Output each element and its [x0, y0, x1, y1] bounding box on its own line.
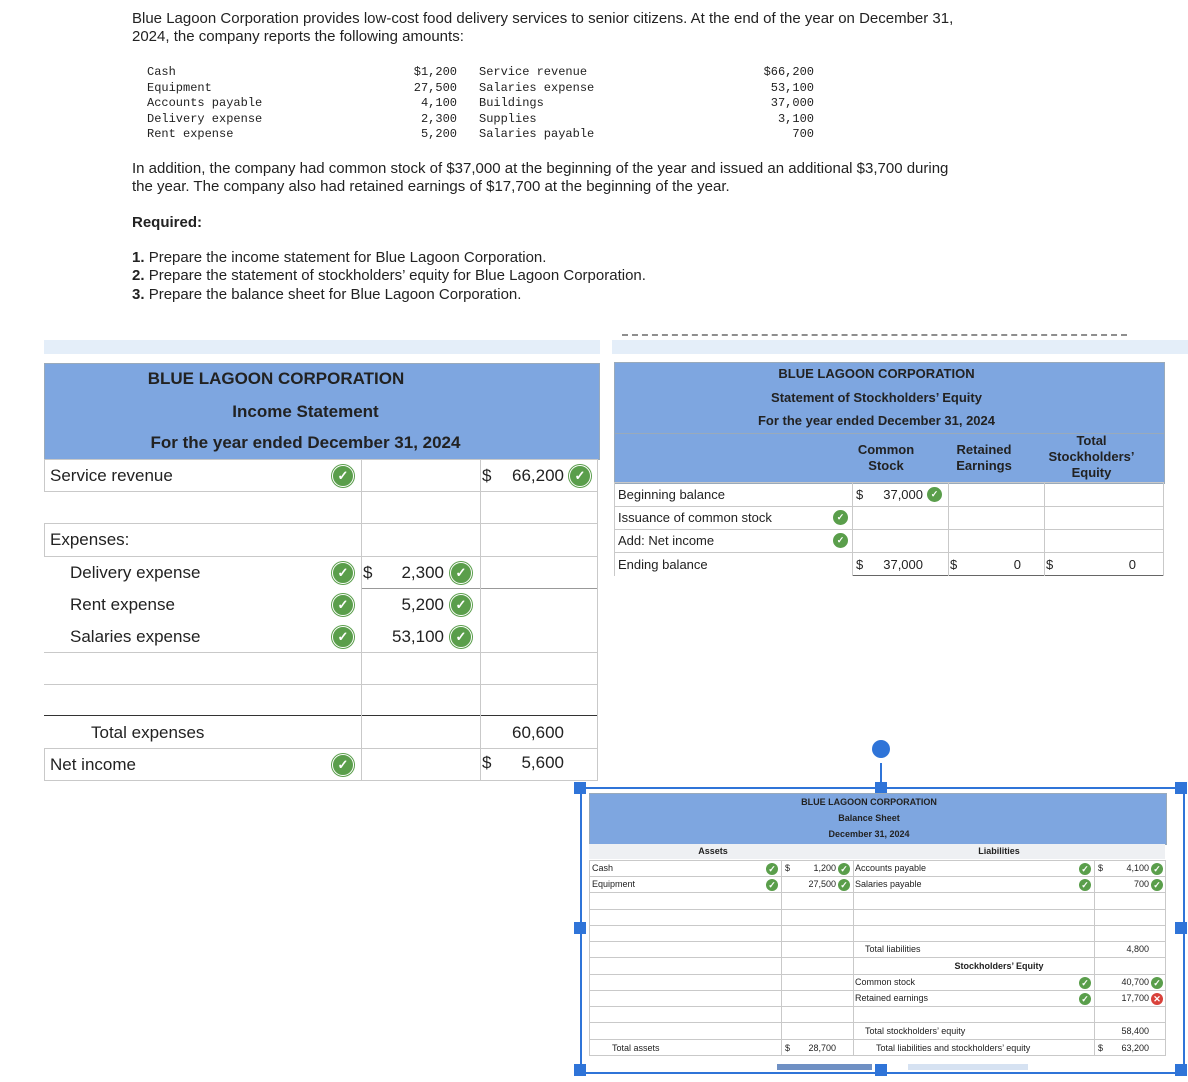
rotate-handle[interactable]: [872, 740, 890, 758]
check-icon: ✓: [838, 879, 850, 891]
check-icon: ✓: [1151, 879, 1163, 891]
assets-heading: Assets: [698, 846, 728, 856]
amounts-right: [479, 65, 814, 143]
resize-handle[interactable]: [875, 1064, 887, 1076]
equity-total-value: 0: [1128, 557, 1136, 572]
addition-line-1: In addition, the company had common stock of $37,000 at the beginning of the year and issued an additional $3,700 during: [132, 160, 949, 177]
expense-label[interactable]: Delivery expense: [70, 563, 201, 582]
expense-label[interactable]: Salaries expense: [70, 627, 201, 646]
amount-row: Salaries expense 53,100: [479, 80, 814, 95]
total-equity-label: Total stockholders’ equity: [865, 1026, 966, 1036]
amount-row: Salaries payable 700: [479, 127, 814, 141]
equity-dollar: $: [856, 557, 864, 572]
income-statement: [44, 363, 598, 780]
equity-common-value: 37,000: [883, 557, 923, 572]
asset-label[interactable]: Equipment: [592, 879, 636, 889]
check-icon: ✓: [332, 626, 354, 648]
required-heading: Required:: [132, 214, 203, 231]
amount-row: Service revenue $66,200: [479, 65, 814, 79]
liability-label[interactable]: Accounts payable: [855, 863, 927, 873]
equity-row-label: Ending balance: [618, 557, 708, 572]
equity-retained-value: 0: [1013, 557, 1021, 572]
total-expenses-value: 60,600: [512, 723, 564, 742]
stockholders-equity-heading: Stockholders’ Equity: [954, 961, 1044, 971]
check-icon: ✓: [332, 754, 354, 776]
expense-value[interactable]: 53,100: [392, 627, 444, 646]
required-item-3: 3. Prepare the balance sheet for Blue Lagoon Corporation.: [132, 286, 522, 303]
resize-handle[interactable]: [574, 922, 586, 934]
amount-row: Equipment 27,500: [147, 80, 457, 95]
check-icon: ✓: [1079, 993, 1091, 1005]
check-icon: ✓: [833, 510, 848, 525]
amount-row: Supplies 3,100: [479, 111, 814, 126]
total-assets-dollar: $: [785, 1043, 791, 1053]
equity-title: Statement of Stockholders’ Equity: [771, 390, 982, 405]
col-common-stock: Common Stock: [857, 442, 915, 473]
service-revenue-value[interactable]: 66,200: [512, 466, 564, 485]
check-icon: ✓: [1151, 977, 1163, 989]
resize-handle[interactable]: [574, 782, 586, 794]
check-icon: ✓: [833, 533, 848, 548]
liability-label[interactable]: Salaries payable: [855, 879, 922, 889]
required-item-2: 2. Prepare the statement of stockholders’ equity for Blue Lagoon Corporation.: [132, 267, 646, 284]
asset-dollar: $: [785, 863, 791, 873]
amount-row: Accounts payable 4,100: [147, 96, 457, 110]
check-icon: ✓: [450, 562, 472, 584]
expense-dollar: $: [363, 563, 373, 582]
liability-value[interactable]: 700: [1133, 879, 1149, 889]
expense-label[interactable]: Rent expense: [70, 595, 175, 614]
amount-row: Delivery expense 2,300: [147, 111, 457, 126]
equity-dollar: $: [1046, 557, 1054, 572]
amount-row: Cash $1,200: [147, 65, 457, 79]
clipped-bar: [908, 1064, 1028, 1070]
tab-strip-left: [44, 340, 600, 354]
total-equity-value: 58,400: [1121, 1026, 1149, 1036]
liability-value[interactable]: 4,100: [1126, 863, 1149, 873]
asset-value[interactable]: 1,200: [813, 863, 836, 873]
check-icon: ✓: [838, 863, 850, 875]
equity-period: For the year ended December 31, 2024: [757, 413, 995, 428]
intro-line-2: 2024, the company reports the following amounts:: [132, 28, 464, 45]
resize-handle[interactable]: [1175, 782, 1187, 794]
total-liabilities-label: Total liabilities: [865, 944, 921, 954]
asset-value[interactable]: 27,500: [808, 879, 836, 889]
expense-value[interactable]: 5,200: [401, 595, 444, 614]
equity-value[interactable]: 17,700: [1121, 993, 1149, 1003]
income-title: Income Statement: [232, 402, 379, 421]
equity-dollar: $: [950, 557, 958, 572]
check-icon: ✓: [927, 487, 942, 502]
check-icon: ✓: [332, 465, 354, 487]
expense-value[interactable]: 2,300: [401, 563, 444, 582]
balance-title: Balance Sheet: [838, 813, 900, 823]
balance-sheet: [589, 793, 1166, 1058]
tab-strip-right: [612, 340, 1188, 354]
check-icon: ✓: [569, 465, 591, 487]
equity-row-label[interactable]: Issuance of common stock: [618, 510, 772, 525]
total-assets-label: Total assets: [612, 1043, 660, 1053]
equity-statement: [614, 362, 1164, 576]
amount-row: Rent expense 5,200: [147, 127, 457, 141]
amounts-left: [147, 65, 457, 143]
service-revenue-label[interactable]: Service revenue: [50, 466, 173, 485]
total-liabilities-value: 4,800: [1126, 944, 1149, 954]
net-income-label[interactable]: Net income: [50, 755, 136, 774]
check-icon: ✓: [450, 594, 472, 616]
net-income-dollar: $: [482, 753, 492, 772]
check-icon: ✓: [1079, 977, 1091, 989]
total-assets-value: 28,700: [808, 1043, 836, 1053]
check-icon: ✓: [766, 879, 778, 891]
total-expenses-label: Total expenses: [91, 723, 205, 742]
check-icon: ✓: [332, 562, 354, 584]
check-icon: ✓: [1079, 879, 1091, 891]
equity-dollar: $: [856, 487, 864, 502]
check-icon: ✓: [1079, 863, 1091, 875]
equity-row-label: Beginning balance: [618, 487, 725, 502]
col-retained-earnings: Retained Earnings: [956, 442, 1012, 473]
equity-company: BLUE LAGOON CORPORATION: [778, 366, 975, 381]
resize-handle[interactable]: [1175, 922, 1187, 934]
check-icon: ✓: [332, 594, 354, 616]
col-total-equity: Total Stockholders’ Equity: [1048, 433, 1135, 480]
total-le-value: 63,200: [1121, 1043, 1149, 1053]
balance-company: BLUE LAGOON CORPORATION: [801, 797, 937, 807]
clipped-bar: [777, 1064, 872, 1070]
equity-row-label[interactable]: Add: Net income: [618, 533, 715, 548]
error-icon: ✕: [1151, 993, 1163, 1005]
equity-label[interactable]: Retained earnings: [855, 993, 929, 1003]
resize-handle[interactable]: [1175, 1064, 1187, 1076]
check-icon: ✓: [450, 626, 472, 648]
clipped-heading-text: [622, 334, 1127, 341]
equity-common-value[interactable]: 37,000: [883, 487, 923, 502]
intro-line-1: Blue Lagoon Corporation provides low-cost food delivery services to senior citizens. At the end of the year on December 31,: [132, 10, 954, 27]
service-revenue-dollar: $: [482, 466, 492, 485]
resize-handle[interactable]: [574, 1064, 586, 1076]
total-le-label: Total liabilities and stockholders’ equity: [876, 1043, 1031, 1053]
equity-value[interactable]: 40,700: [1121, 977, 1149, 987]
total-le-dollar: $: [1098, 1043, 1104, 1053]
amount-row: Buildings 37,000: [479, 96, 814, 110]
check-icon: ✓: [1151, 863, 1163, 875]
asset-label[interactable]: Cash: [592, 863, 614, 873]
income-period: For the year ended December 31, 2024: [150, 433, 461, 452]
required-item-1: 1. Prepare the income statement for Blue Lagoon Corporation.: [132, 249, 547, 266]
balance-date: December 31, 2024: [828, 829, 910, 839]
check-icon: ✓: [766, 863, 778, 875]
liabilities-heading: Liabilities: [978, 846, 1020, 856]
equity-label[interactable]: Common stock: [855, 977, 916, 987]
income-company: BLUE LAGOON CORPORATION: [147, 369, 405, 388]
expenses-label: Expenses:: [50, 530, 130, 549]
addition-line-2: the year. The company also had retained earnings of $17,700 at the beginning of the year.: [132, 178, 730, 195]
net-income-value: 5,600: [521, 753, 564, 772]
liability-dollar: $: [1098, 863, 1104, 873]
